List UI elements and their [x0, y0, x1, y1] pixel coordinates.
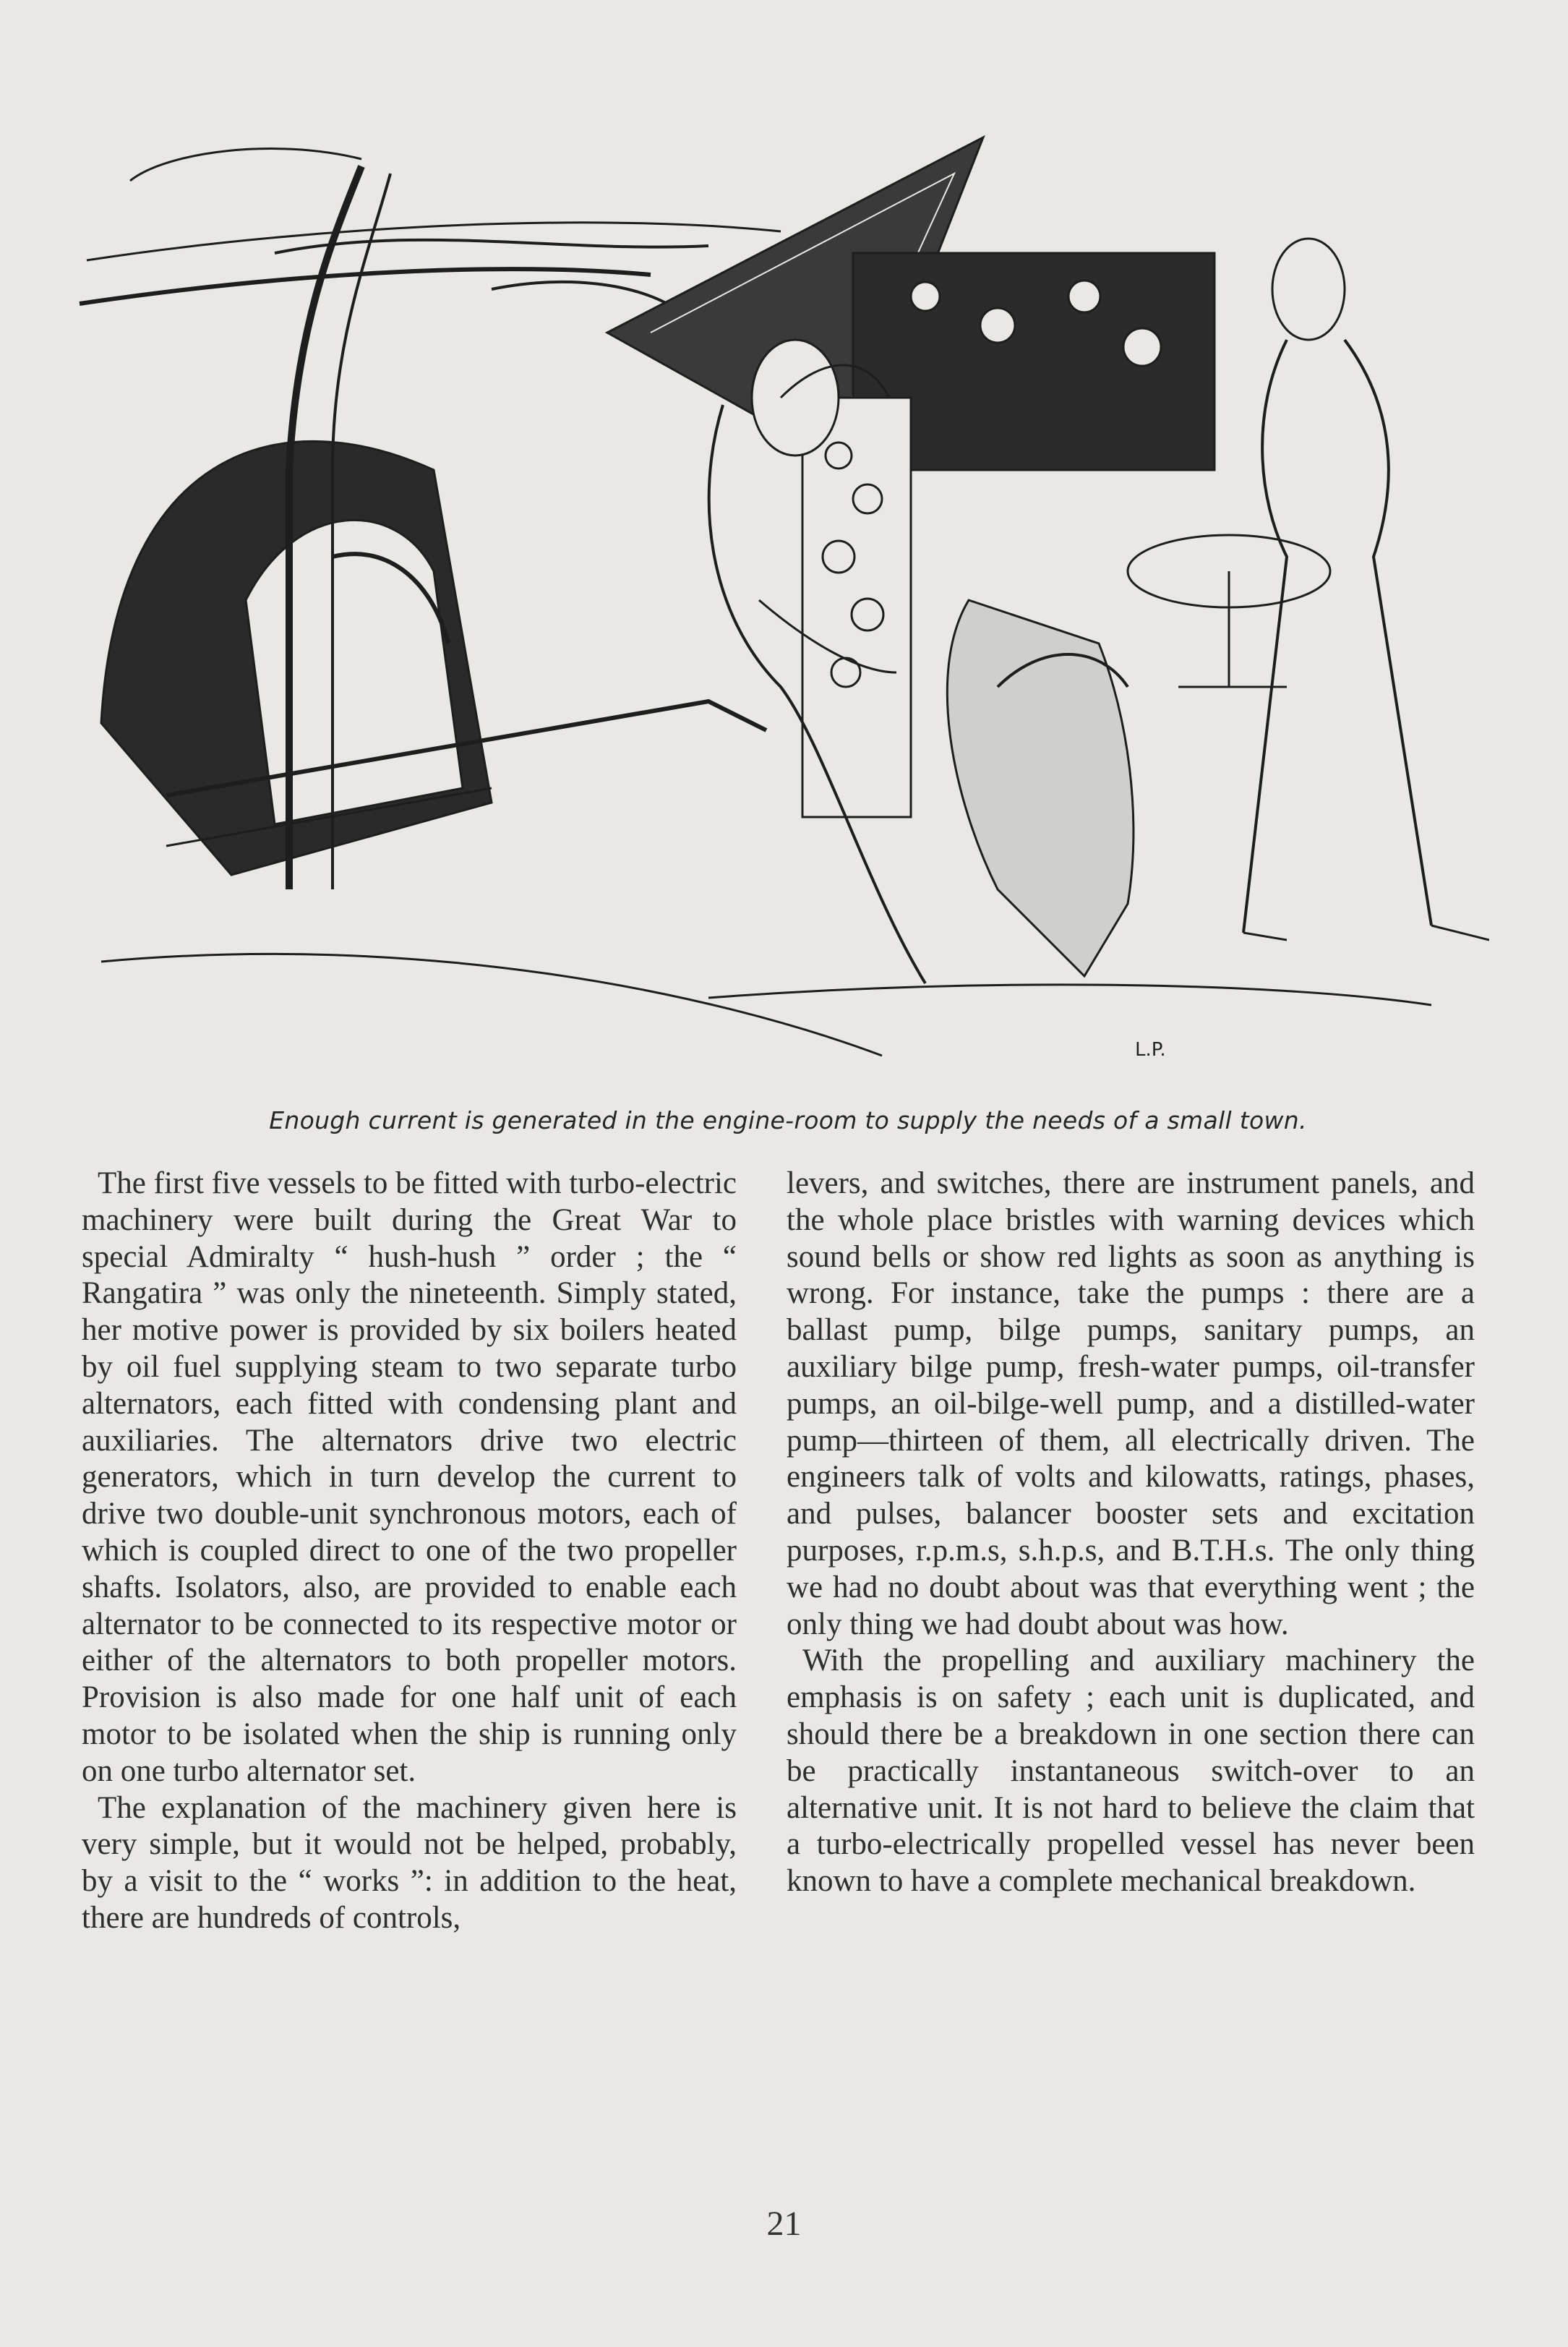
paragraph: The explanation of the machinery given here is very simple, but it would not be helped, probably, by a visit to the “ works ”: in addition to the heat, there are hundreds of controls,: [82, 1790, 737, 1935]
engine-room-illustration: [58, 94, 1489, 1077]
engine-room-illustration-icon: [58, 94, 1489, 1077]
right-column: [787, 1166, 1475, 1900]
left-column: [82, 1166, 737, 1937]
page-number: 21: [766, 2205, 802, 2243]
artist-signature: L.P.: [1135, 1039, 1166, 1061]
figure-caption: Enough current is generated in the engine-room to supply the needs of a small town.: [269, 1106, 1307, 1134]
paragraph: levers, and switches, there are instrument panels, and the whole place bristles with warning devices which sound bells or show red lights as soon as anything is wrong. For instance, take the pumps : there are a ballast pump, bilge pumps, sanitary pumps, an auxiliary bilge pump, fresh-water pumps, oil-transfer pumps, an oil-bilge-well pump, and a distilled-water pump—thirteen of them, all electrically driven. The engineers talk of volts and kilowatts, ratings, phases, and pulses, balancer booster sets and excitation purposes, r.p.m.s, s.h.p.s, and B.T.H.s. The only thing we had no doubt about was that everything went ; the only thing we had doubt about was how.: [787, 1166, 1475, 1641]
paragraph: The first five vessels to be fitted with turbo-electric machinery were built during the Great War to special Admiralty “ hush-hush ” order ; the “ Rangatira ” was only the nineteenth. Simply stated, her motive power is provided by six boilers heated by oil fuel supplying steam to two separate turbo alternators, each fitted with condensing plant and auxiliaries. The alternators drive two electric generators, which in turn develop the current to drive two double-unit synchronous motors, each of which is coupled direct to one of the two propeller shafts. Isolators, also, are provided to enable each alternator to be connected to its respective motor or either of the alternators to both propeller motors. Provision is also made for one half unit of each motor to be isolated when the ship is running only on one turbo alternator set.: [82, 1166, 737, 1788]
paragraph: With the propelling and auxiliary machinery the emphasis is on safety ; each unit is duplicated, and should there be a breakdown in one section there can be practically instantaneous switch-over to an alternative unit. It is not hard to believe the claim that a turbo-electrically propelled vessel has never been known to have a complete mechanical breakdown.: [787, 1643, 1475, 1899]
